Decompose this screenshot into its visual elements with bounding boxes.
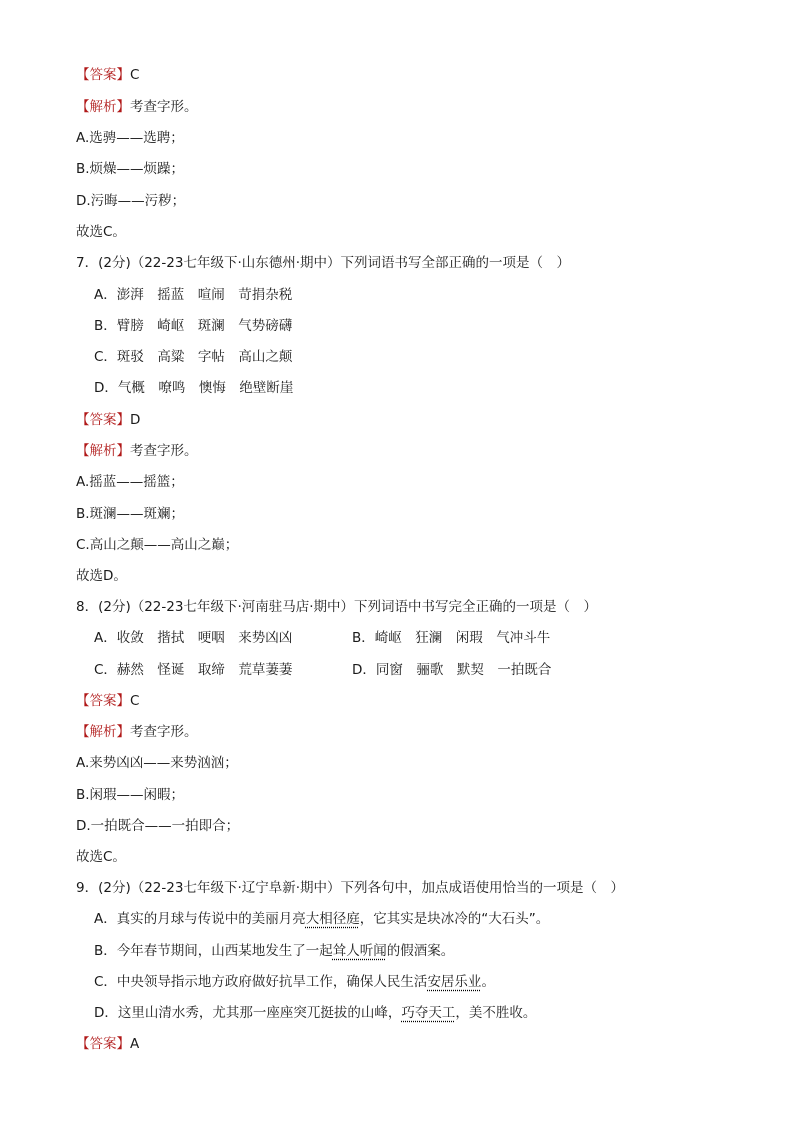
answer-label: 【答案】 (76, 67, 130, 83)
emphasized-idiom: 巧夺天工 (401, 1005, 456, 1021)
answer-line-7: 【答案】D (76, 412, 141, 428)
emphasized-idiom: 耸人听闻 (332, 943, 387, 959)
analysis-line-8: 【解析】考查字形。 (76, 724, 198, 740)
correction-line: D.一拍既合——一拍即合； (76, 818, 240, 834)
correction-line: B.烦燥——烦躁； (76, 161, 185, 177)
correction-line: A.摇蓝——摇篮； (76, 474, 184, 490)
emphasized-idiom: 大相径庭 (305, 911, 360, 927)
analysis-label: 【解析】 (76, 724, 130, 740)
analysis-label: 【解析】 (76, 99, 130, 115)
answer-label: 【答案】 (76, 1036, 130, 1052)
option-a: A．澎湃 摇蓝 喧闹 苛捐杂税 (94, 287, 293, 303)
option-d: D．同窗 骊歌 默契 一拍既合 (352, 662, 552, 678)
option-a: A．真实的月球与传说中的美丽月亮大相径庭，它其实是块冰冷的“大石头”。 (94, 911, 550, 927)
option-c: C．赫然 怪诞 取缔 荒草萋萋 (94, 662, 293, 678)
correction-line: B.闲瑕——闲暇； (76, 787, 185, 803)
correction-line: A.选骋——选聘； (76, 130, 184, 146)
analysis-line-7: 【解析】考查字形。 (76, 443, 198, 459)
option-c: C．中央领导指示地方政府做好抗旱工作，确保人民生活安居乐业。 (94, 974, 495, 990)
answer-label: 【答案】 (76, 412, 130, 428)
answer-line-8: 【答案】C (76, 693, 140, 709)
answer-line-6: 【答案】C (76, 67, 140, 83)
analysis-label: 【解析】 (76, 443, 130, 459)
question-9: 9．(2分)（22-23七年级下·辽宁阜新·期中）下列各句中，加点成语使用恰当的一项是（ ） (76, 880, 625, 896)
option-b: B．崎岖 狂澜 闲瑕 气冲斗牛 (352, 630, 551, 646)
correction-line: D.污晦——污秽； (76, 193, 186, 209)
option-d: D．气概 嘹鸣 懊悔 绝壁断崖 (94, 380, 294, 396)
option-a: A．收敛 揩拭 哽咽 来势凶凶 (94, 630, 293, 646)
selection-line: 故选C。 (76, 224, 126, 240)
analysis-line-6: 【解析】考查字形。 (76, 99, 198, 115)
answer-label: 【答案】 (76, 693, 130, 709)
answer-line-9: 【答案】A (76, 1036, 140, 1052)
option-b: B．臂膀 崎岖 斑澜 气势磅礴 (94, 318, 293, 334)
option-d: D．这里山清水秀，尤其那一座座突兀挺拔的山峰，巧夺天工，美不胜收。 (94, 1005, 537, 1021)
selection-line: 故选C。 (76, 849, 126, 865)
question-8: 8．(2分)（22-23七年级下·河南驻马店·期中）下列词语中书写完全正确的一项是（ ） (76, 599, 598, 615)
emphasized-idiom: 安居乐业 (427, 974, 482, 990)
selection-line: 故选D。 (76, 568, 127, 584)
option-c: C．斑驳 高粱 字帖 高山之颠 (94, 349, 293, 365)
correction-line: B.斑澜——斑斓； (76, 506, 185, 522)
option-b: B．今年春节期间，山西某地发生了一起耸人听闻的假酒案。 (94, 943, 455, 959)
question-7: 7．(2分)（22-23七年级下·山东德州·期中）下列词语书写全部正确的一项是（ ） (76, 255, 571, 271)
correction-line: C.高山之颠——高山之巅； (76, 537, 239, 553)
correction-line: A.来势凶凶——来势汹汹； (76, 755, 238, 771)
